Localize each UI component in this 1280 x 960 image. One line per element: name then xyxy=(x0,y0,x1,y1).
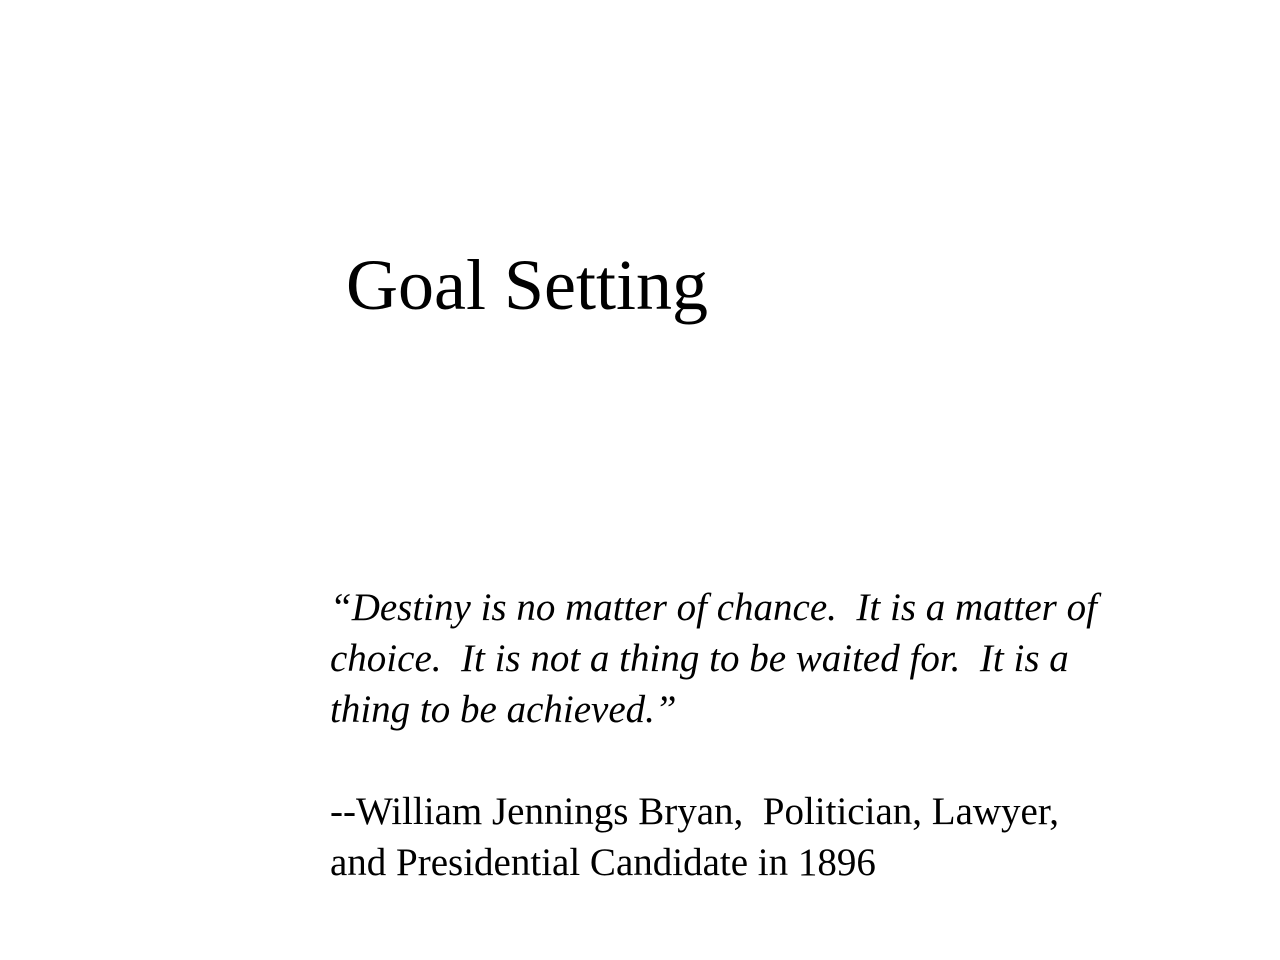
quote-attribution xyxy=(330,786,1230,888)
quote-block xyxy=(330,582,1230,888)
attribution-line: --William Jennings Bryan, Politician, Lawyer, xyxy=(330,790,1060,833)
attribution-line: and Presidential Candidate in 1896 xyxy=(330,841,876,884)
quote-line: “Destiny is no matter of chance. It is a matter of xyxy=(330,586,1097,629)
quote-line: choice. It is not a thing to be waited for. It is a xyxy=(330,637,1069,680)
quote-text xyxy=(330,582,1230,735)
slide-title: Goal Setting xyxy=(346,245,708,325)
quote-line: thing to be achieved.” xyxy=(330,688,677,731)
